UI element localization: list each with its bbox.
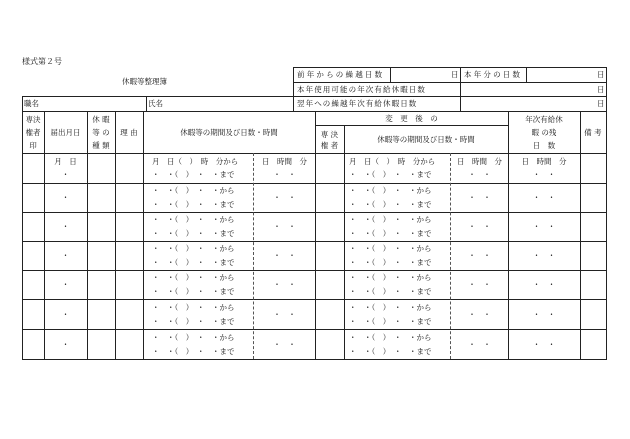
dot: ・ [61,280,70,289]
carryover-unit: 日 [451,70,459,79]
this-year-label: 本年分の日数 [464,70,523,79]
changed-from-hint: 月 日（ ） 時 分から [349,157,436,166]
changed-dot-pair: ・ ・ [468,280,491,289]
changed-until-hint: ・ ・（ ） ・ ・まで [349,317,432,326]
remaining-label-1: 年次有給休 [525,115,563,124]
changed-from-hint: ・ ・（ ） ・ ・から [349,303,432,312]
dot-pair: ・ ・ [273,280,296,289]
remaining-dot-pair: ・ ・ [532,222,556,231]
from-hint: ・ ・（ ） ・ ・から [152,273,235,282]
carryover-label: 前年からの繰越日数 [297,70,385,79]
changed-until-hint: ・ ・（ ） ・ ・まで [349,287,432,296]
leave-type-label-3: 種 類 [92,141,110,150]
remaining-dot-pair: ・ ・ [532,280,556,289]
total-hint: 日 時間 分 [262,157,307,166]
period-col-label: 休暇等の期間及び日数・時間 [180,128,278,137]
remaining-dot-pair: ・ ・ [532,340,556,349]
changed-from-hint: ・ ・（ ） ・ ・から [349,186,432,195]
remaining-dot-pair: ・ ・ [532,170,556,179]
changed-dot-pair: ・ ・ [468,310,491,319]
changed-until-hint: ・ ・（ ） ・ ・まで [349,347,432,356]
from-hint: ・ ・（ ） ・ ・から [152,244,235,253]
dot: ・ [61,340,70,349]
until-hint: ・ ・（ ） ・ ・まで [152,287,235,296]
remaining-label-3: 日 数 [532,141,556,150]
this-year-unit: 日 [597,70,605,79]
until-hint: ・ ・（ ） ・ ・まで [152,317,235,326]
changed-total-hint: 日 時間 分 [457,157,502,166]
approver-label-3: 印 [29,141,37,150]
after-change-label: 変 更 後 の [385,114,438,123]
from-hint: ・ ・（ ） ・ ・から [152,303,235,312]
changed-dot-pair: ・ ・ [468,193,491,202]
usable-unit: 日 [597,85,605,94]
form-title: 休暇等整理簿 [122,77,167,86]
date-col-label: 届出月日 [50,128,81,137]
changed-from-hint: ・ ・（ ） ・ ・から [349,215,432,224]
dot-pair: ・ ・ [273,251,296,260]
changed-dot-pair: ・ ・ [468,340,491,349]
from-hint: 月 日（ ） 時 分から [152,157,239,166]
dot-pair: ・ ・ [273,170,296,179]
until-hint: ・ ・（ ） ・ ・まで [152,200,235,209]
changed-from-hint: ・ ・（ ） ・ ・から [349,333,432,342]
from-hint: ・ ・（ ） ・ ・から [152,215,235,224]
leave-type-label-1: 休 暇 [92,115,110,124]
changed-from-hint: ・ ・（ ） ・ ・から [349,244,432,253]
changed-dot-pair: ・ ・ [468,251,491,260]
dot: ・ [61,222,70,231]
remaining-dot-pair: ・ ・ [532,310,556,319]
remaining-hint: 日 時間 分 [521,157,567,166]
dot-pair: ・ ・ [273,310,296,319]
until-hint: ・ ・（ ） ・ ・まで [152,258,235,267]
from-hint: ・ ・（ ） ・ ・から [152,333,235,342]
remarks-col-label: 備 考 [584,128,602,137]
dot: ・ [61,310,70,319]
until-hint: ・ ・（ ） ・ ・まで [152,347,235,356]
job-title-label: 職名 [24,99,39,108]
remaining-label-2: 暇 の残 [531,128,557,137]
changed-until-hint: ・ ・（ ） ・ ・まで [349,170,432,179]
dot: ・ [61,251,70,260]
until-hint: ・ ・（ ） ・ ・まで [152,170,235,179]
changed-until-hint: ・ ・（ ） ・ ・まで [349,258,432,267]
next-year-unit: 日 [597,99,605,108]
changed-until-hint: ・ ・（ ） ・ ・まで [349,229,432,238]
remaining-dot-pair: ・ ・ [532,193,556,202]
changed-period-col-label: 休暇等の期間及び日数・時間 [377,135,475,144]
until-hint: ・ ・（ ） ・ ・まで [152,229,235,238]
changed-approver-label-2: 権 者 [320,141,339,150]
approver-label-1: 専決 [25,115,41,124]
approver-label-2: 権者 [25,128,41,137]
name-label: 氏名 [148,99,163,108]
changed-approver-label-1: 専 決 [320,130,339,139]
changed-dot-pair: ・ ・ [468,222,491,231]
leave-type-label-2: 等 の [92,128,110,137]
next-year-label: 翌年への繰越年次有給休暇日数 [297,99,418,108]
dot-pair: ・ ・ [273,193,296,202]
changed-until-hint: ・ ・（ ） ・ ・まで [349,200,432,209]
changed-dot-pair: ・ ・ [468,170,491,179]
reason-col-label: 理 由 [120,128,138,137]
changed-from-hint: ・ ・（ ） ・ ・から [349,273,432,282]
dot-pair: ・ ・ [273,340,296,349]
remaining-dot-pair: ・ ・ [532,251,556,260]
usable-label: 本年使用可能の年次有給休暇日数 [297,85,426,94]
dot-pair: ・ ・ [273,222,296,231]
from-hint: ・ ・（ ） ・ ・から [152,186,235,195]
dot: ・ [61,193,70,202]
form-number: 様式第２号 [22,57,62,66]
dot: ・ [61,170,70,179]
month-day-hint: 月 日 [54,157,77,166]
